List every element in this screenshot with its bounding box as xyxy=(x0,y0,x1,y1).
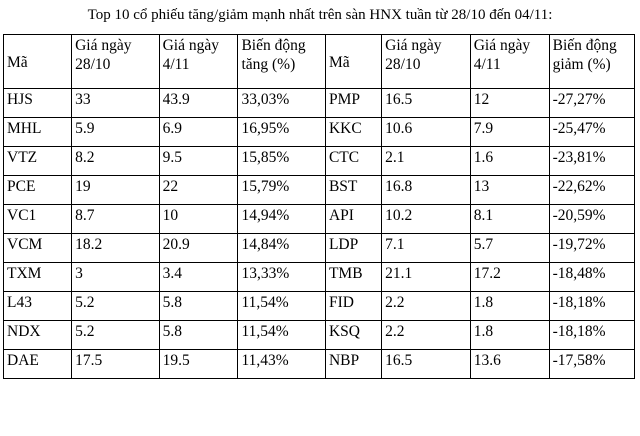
header-loss-code: Mã xyxy=(325,35,381,89)
table-row xyxy=(4,321,635,350)
loss-change-cell: -27,27% xyxy=(549,89,634,118)
table-row xyxy=(4,176,635,205)
gain-price-start-cell: 19 xyxy=(72,176,160,205)
header-line: 4/11 xyxy=(473,56,501,73)
gain-price-end-cell: 20.9 xyxy=(159,234,238,263)
header-row xyxy=(4,35,635,89)
gain-change-cell: 16,95% xyxy=(238,118,326,147)
gain-price-start-cell: 5.2 xyxy=(72,292,160,321)
gain-change-cell: 33,03% xyxy=(238,89,326,118)
gain-price-start-cell: 5.2 xyxy=(72,321,160,350)
loss-price-start-cell: 7.1 xyxy=(382,234,471,263)
loss-code-cell: BST xyxy=(325,176,381,205)
loss-price-end-cell: 13.6 xyxy=(470,350,549,379)
gain-price-end-cell: 5.8 xyxy=(159,321,238,350)
loss-change-cell: -22,62% xyxy=(549,176,634,205)
loss-change-cell: -19,72% xyxy=(549,234,634,263)
loss-price-end-cell: 5.7 xyxy=(470,234,549,263)
gain-change-cell: 13,33% xyxy=(238,263,326,292)
gain-change-cell: 15,79% xyxy=(238,176,326,205)
loss-code-cell: KKC xyxy=(325,118,381,147)
gain-price-start-cell: 18.2 xyxy=(72,234,160,263)
loss-price-end-cell: 8.1 xyxy=(470,205,549,234)
gain-code-cell: PCE xyxy=(4,176,72,205)
header-line: giảm (%) xyxy=(552,56,611,73)
loss-code-cell: FID xyxy=(325,292,381,321)
gain-price-end-cell: 22 xyxy=(159,176,238,205)
gain-change-cell: 15,85% xyxy=(238,147,326,176)
loss-change-cell: -18,48% xyxy=(549,263,634,292)
header-line: Giá ngày xyxy=(473,37,531,54)
loss-change-cell: -25,47% xyxy=(549,118,634,147)
gain-price-end-cell: 6.9 xyxy=(159,118,238,147)
gain-price-end-cell: 5.8 xyxy=(159,292,238,321)
gain-price-start-cell: 8.2 xyxy=(72,147,160,176)
loss-change-cell: -18,18% xyxy=(549,292,634,321)
table-header xyxy=(4,35,635,89)
gain-change-cell: 14,84% xyxy=(238,234,326,263)
loss-price-start-cell: 10.6 xyxy=(382,118,471,147)
table-row xyxy=(4,118,635,147)
loss-price-start-cell: 10.2 xyxy=(382,205,471,234)
gain-price-start-cell: 8.7 xyxy=(72,205,160,234)
loss-change-cell: -20,59% xyxy=(549,205,634,234)
table-row xyxy=(4,263,635,292)
gain-price-start-cell: 3 xyxy=(72,263,160,292)
header-line: tăng (%) xyxy=(241,56,296,73)
header-line: Giá ngày xyxy=(162,37,219,54)
header-loss-price-start xyxy=(382,35,471,89)
table-body xyxy=(4,89,635,379)
loss-code-cell: TMB xyxy=(325,263,381,292)
gain-change-cell: 11,43% xyxy=(238,350,326,379)
table-row xyxy=(4,292,635,321)
header-gain-change xyxy=(238,35,326,89)
gain-price-end-cell: 43.9 xyxy=(159,89,238,118)
header-line: Biến động xyxy=(552,37,617,54)
gain-price-end-cell: 19.5 xyxy=(159,350,238,379)
gain-price-end-cell: 10 xyxy=(159,205,238,234)
loss-price-start-cell: 2.2 xyxy=(382,321,471,350)
gain-code-cell: VC1 xyxy=(4,205,72,234)
loss-price-end-cell: 17.2 xyxy=(470,263,549,292)
loss-code-cell: PMP xyxy=(325,89,381,118)
header-gain-price-end xyxy=(159,35,238,89)
header-gain-code: Mã xyxy=(4,35,72,89)
loss-price-start-cell: 2.2 xyxy=(382,292,471,321)
loss-price-start-cell: 16.5 xyxy=(382,350,471,379)
gain-change-cell: 11,54% xyxy=(238,292,326,321)
header-loss-change xyxy=(549,35,634,89)
gain-price-start-cell: 5.9 xyxy=(72,118,160,147)
header-line: 28/10 xyxy=(385,56,421,73)
loss-code-cell: KSQ xyxy=(325,321,381,350)
gain-price-start-cell: 17.5 xyxy=(72,350,160,379)
loss-change-cell: -23,81% xyxy=(549,147,634,176)
header-line: Giá ngày xyxy=(75,37,132,54)
loss-price-end-cell: 1.6 xyxy=(470,147,549,176)
loss-code-cell: NBP xyxy=(325,350,381,379)
gain-change-cell: 14,94% xyxy=(238,205,326,234)
gain-price-end-cell: 9.5 xyxy=(159,147,238,176)
header-gain-price-start xyxy=(72,35,160,89)
loss-price-end-cell: 1.8 xyxy=(470,292,549,321)
gain-code-cell: VTZ xyxy=(4,147,72,176)
loss-code-cell: API xyxy=(325,205,381,234)
gain-code-cell: NDX xyxy=(4,321,72,350)
table-row xyxy=(4,205,635,234)
gain-code-cell: MHL xyxy=(4,118,72,147)
stocks-table xyxy=(3,34,635,379)
loss-price-end-cell: 1.8 xyxy=(470,321,549,350)
loss-price-end-cell: 7.9 xyxy=(470,118,549,147)
loss-change-cell: -18,18% xyxy=(549,321,634,350)
table-row xyxy=(4,234,635,263)
header-line: 4/11 xyxy=(162,56,190,73)
gain-code-cell: VCM xyxy=(4,234,72,263)
gain-price-end-cell: 3.4 xyxy=(159,263,238,292)
gain-price-start-cell: 33 xyxy=(72,89,160,118)
gain-code-cell: DAE xyxy=(4,350,72,379)
gain-code-cell: TXM xyxy=(4,263,72,292)
header-loss-price-end xyxy=(470,35,549,89)
gain-code-cell: HJS xyxy=(4,89,72,118)
loss-price-start-cell: 21.1 xyxy=(382,263,471,292)
page-title: Top 10 cổ phiếu tăng/giảm mạnh nhất trên sàn HNX tuần từ 28/10 đến 04/11: xyxy=(87,7,553,23)
table-row xyxy=(4,350,635,379)
header-line: Biến động xyxy=(241,37,306,54)
header-line: Giá ngày xyxy=(385,37,442,54)
loss-code-cell: LDP xyxy=(325,234,381,263)
loss-price-end-cell: 12 xyxy=(470,89,549,118)
loss-code-cell: CTC xyxy=(325,147,381,176)
loss-price-end-cell: 13 xyxy=(470,176,549,205)
header-line: 28/10 xyxy=(75,56,111,73)
gain-code-cell: L43 xyxy=(4,292,72,321)
table-row xyxy=(4,89,635,118)
loss-change-cell: -17,58% xyxy=(549,350,634,379)
gain-change-cell: 11,54% xyxy=(238,321,326,350)
loss-price-start-cell: 2.1 xyxy=(382,147,471,176)
loss-price-start-cell: 16.8 xyxy=(382,176,471,205)
table-row xyxy=(4,147,635,176)
loss-price-start-cell: 16.5 xyxy=(382,89,471,118)
